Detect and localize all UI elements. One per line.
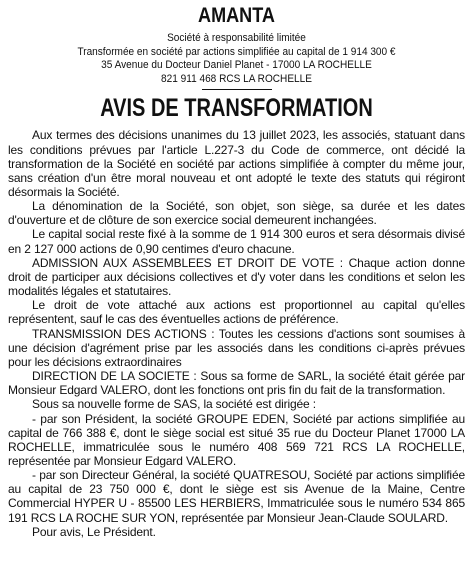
paragraph-admission: ADMISSION AUX ASSEMBLEES ET DROIT DE VOTE : Chaque action donne droit de participer aux décisions collectives et d'y voter dans les conditions et selon les modalités légales et statutaires. <box>8 255 465 299</box>
paragraph-former-direction: DIRECTION DE LA SOCIETE : Sous sa forme de SARL, la société était gérée par Monsieur Edgard VALERO, dont les fonctions ont pris fin du fait de la transformation. <box>8 369 465 398</box>
paragraph-share-transfer: TRANSMISSION DES ACTIONS : Toutes les cessions d'actions sont soumises à une décision d'agrément prise par les associés dans les conditions ci-après prévues pour les décisions extraordinaires <box>8 326 465 369</box>
transformation-capital: Transformée en société par actions simplifiée au capital de 1 914 300 € <box>77 45 396 58</box>
paragraph-managing-director: - par son Directeur Général, la société QUATRESOU, Société par actions simplifiée au capital de 23 750 000 €, dont le siège est sis Avenue de la Maine, Centre Commercial HYPER U - 85500 LES HERBIERS, Immatriculée sous le numéro 534 865 191 RCS LA ROCHE SUR YON, représentée par Monsieur Jean-Claude SOULARD. <box>8 468 465 525</box>
divider <box>202 89 272 90</box>
paragraph-decisions: Aux termes des décisions unanimes du 13 juillet 2023, les associés, statuant dans les conditions prévues par l'article L.227-3 du Code de commerce, ont décidé la transformation de la Société en société par actions simplifiée à compter du même jour, sans création d'un être moral nouveau et ont adopté le texte des statuts qui régiront désormais la Société. <box>8 128 465 199</box>
paragraph-signature: Pour avis, Le Président. <box>32 524 156 539</box>
notice-title: AVIS DE TRANSFORMATION <box>100 94 373 123</box>
company-address: 35 Avenue du Docteur Daniel Planet - 17000 LA ROCHELLE <box>101 59 372 72</box>
paragraph-denomination: La dénomination de la Société, son objet, son siège, sa durée et les dates d'ouverture et de clôture de son exercice social demeurent inchangées. <box>8 199 465 228</box>
paragraph-voting-rights: Le droit de vote attaché aux actions est proportionnel au capital qu'elles représentent, sauf le cas des éventuelles actions de préférence. <box>8 298 465 327</box>
company-header <box>8 32 465 86</box>
rcs-number: 821 911 468 RCS LA ROCHELLE <box>161 72 312 85</box>
notice-body <box>8 128 465 539</box>
company-name: AMANTA <box>198 4 275 27</box>
paragraph-president: - par son Président, la société GROUPE EDEN, Société par actions simplifiée au capital de 766 388 €, dont le siège social est situé 35 rue du Docteur Planet 17000 LA ROCHELLE, immatriculée sous le numéro 408 569 721 RCS LA ROCHELLE, représentée par Monsieur Edgard VALERO. <box>8 411 465 468</box>
legal-form: Société à responsabilité limitée <box>167 32 306 44</box>
paragraph-new-direction: Sous sa nouvelle forme de SAS, la société est dirigée : <box>32 397 316 412</box>
paragraph-capital: Le capital social reste fixé à la somme de 1 914 300 euros et sera désormais divisé en 2 127 000 actions de 0,90 centimes d'euro chacune. <box>8 227 465 256</box>
